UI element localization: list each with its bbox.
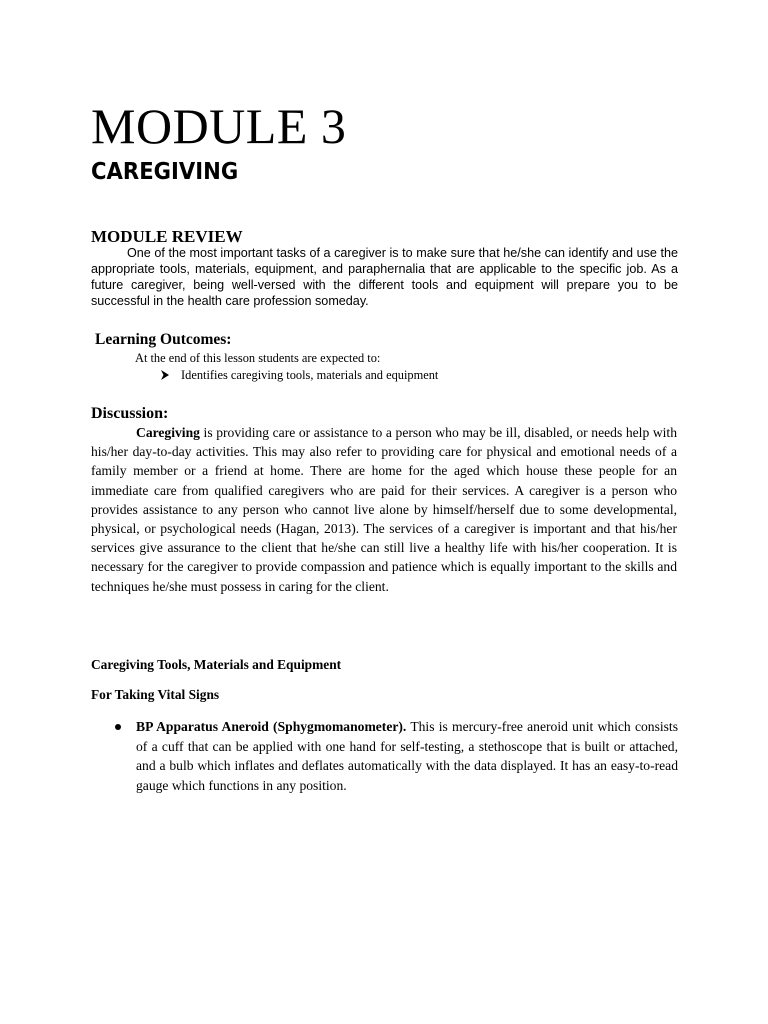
- module-review-text: One of the most important tasks of a caregiver is to make sure that he/she can identify and use the appropriate tools, materials, equipment, and paraphernalia that are applicable to the specific job. As a future caregiver, being well-versed with the different tools and equipment will prepare you to be successful in the health care profession someday.: [91, 246, 678, 308]
- learning-outcome-text: Identifies caregiving tools, materials and equipment: [181, 368, 439, 382]
- arrow-bullet-icon: [160, 370, 170, 380]
- learning-outcome-item: [160, 367, 438, 383]
- discussion-heading: Discussion:: [91, 405, 169, 422]
- tool-description-text: This is mercury-free aneroid unit which consists of a cuff that can be applied with one hand for self-testing, a stethoscope that is built or attached, and a bulb which inflates and deflates automatically with the data displayed. It has an easy-to-read gauge which functions in any position.: [136, 719, 678, 793]
- tool-name: BP Apparatus Aneroid (Sphygmomanometer).: [136, 719, 407, 734]
- module-review-heading: MODULE REVIEW: [91, 227, 243, 246]
- discussion-lead-term: Caregiving: [136, 425, 200, 440]
- tools-section-heading: Caregiving Tools, Materials and Equipment: [91, 657, 342, 672]
- module-subtitle: CAREGIVING: [91, 159, 239, 185]
- learning-outcomes-intro: At the end of this lesson students are expected to:: [135, 351, 381, 365]
- discussion-body: is providing care or assistance to a person who may be ill, disabled, or needs help with his/her day-to-day activities. This may also refer to providing care for physical and emotional needs of a family member or a friend at home. There are home for the aged which house these people for an immediate care from qualified caregivers who are paid for their services. A caregiver is a person who provides assistance to any person who cannot live alone by himself/herself due to some developmental, physical, or psychological needs (Hagan, 2013). The services of a caregiver is important and that his/her services give assurance to the client that he/she can still live a healthy life with his/her cooperation. It is necessary for the caregiver to provide compassion and patience which is equally important to the skills and techniques he/she must possess in caring for the client.: [91, 425, 677, 594]
- module-title: MODULE 3: [91, 98, 347, 154]
- discussion-text: [91, 423, 677, 596]
- tool-description: [136, 717, 678, 795]
- bullet-dot-icon: [115, 724, 121, 730]
- learning-outcomes-heading: Learning Outcomes:: [95, 331, 232, 348]
- vital-signs-heading: For Taking Vital Signs: [91, 687, 220, 702]
